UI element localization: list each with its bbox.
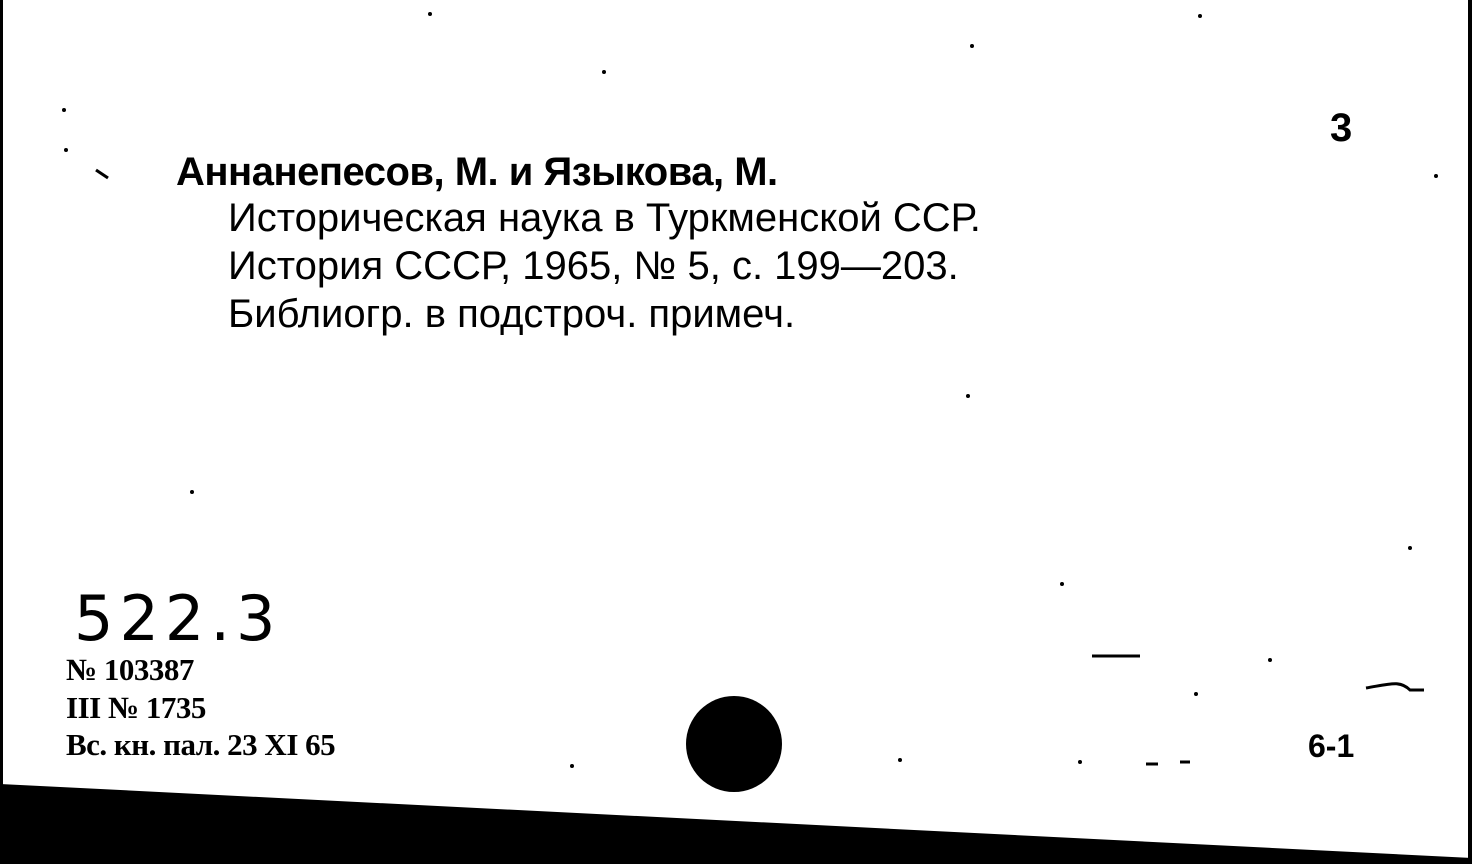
title-line: Историческая наука в Туркменской ССР. [228,196,981,240]
accession-number: № 103387 [66,652,194,687]
bottom-code: 6-1 [1308,728,1355,764]
author-heading: Аннанепесов, М. и Языкова, М. [176,150,778,194]
scan-marks [96,170,1424,764]
corner-number: 3 [1330,106,1353,150]
handwritten-shelfmark: 522.3 [74,582,282,655]
source-line: История СССР, 1965, № 5, с. 199—203. [228,244,959,288]
catalog-number: III № 1735 [66,690,206,725]
chamber-stamp-line: Вс. кн. пал. 23 XI 65 [66,727,336,762]
scan-specks [62,12,1438,768]
note-line: Библиогр. в подстроч. примеч. [228,292,796,336]
